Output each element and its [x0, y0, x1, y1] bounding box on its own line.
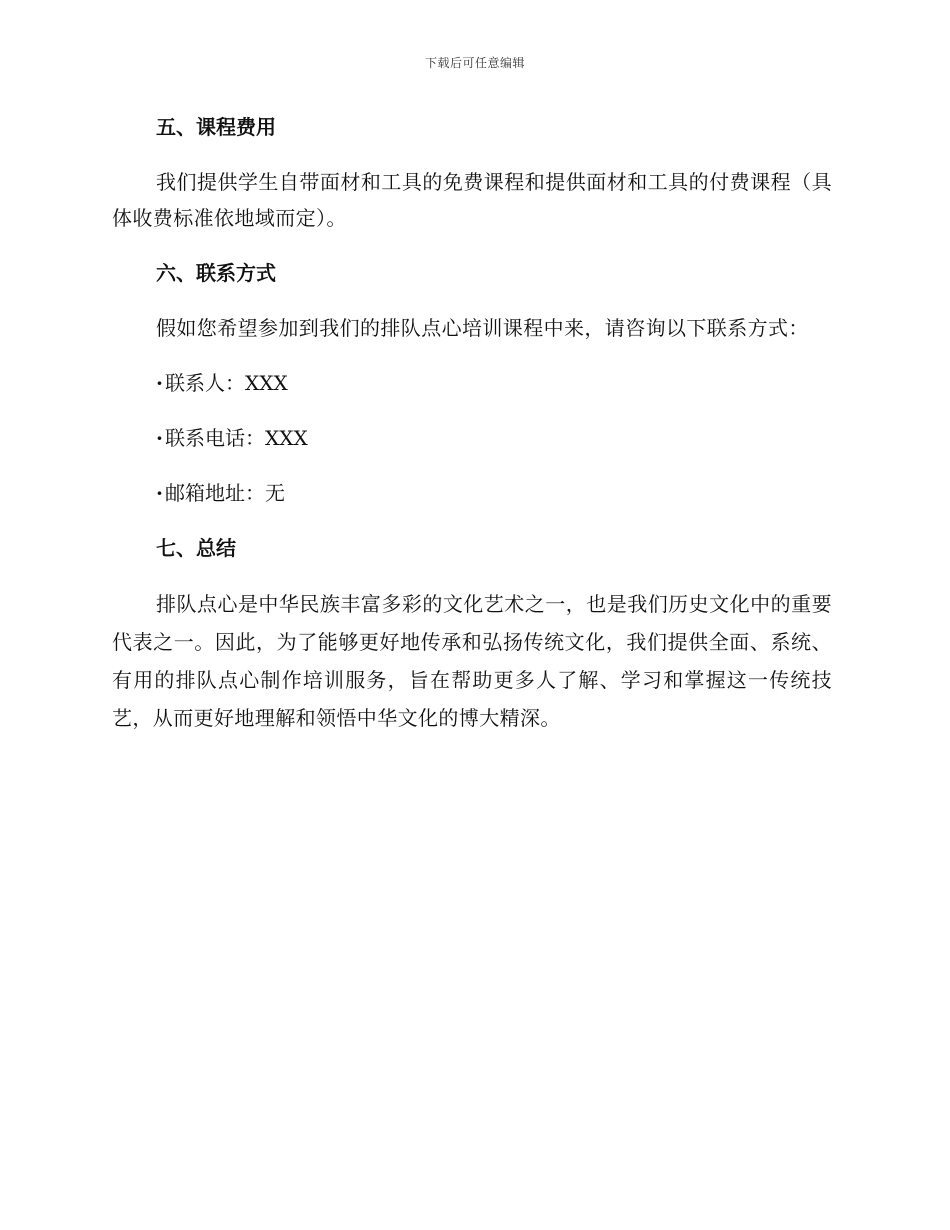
section-heading-fee: 五、课程费用	[156, 115, 276, 139]
page-header: 下载后可任意编辑	[424, 56, 525, 70]
contact-item-email	[112, 475, 832, 511]
bullet-icon: ·	[156, 371, 163, 395]
contact-item-label: 联系电话：XXX	[164, 426, 308, 450]
section-heading-summary: 七、总结	[156, 536, 236, 560]
fee-paragraph: 我们提供学生自带面材和工具的免费课程和提供面材和工具的付费课程（具体收费标准依地域而定）。	[112, 170, 832, 230]
bullet-icon: ·	[156, 481, 163, 505]
contact-paragraph: 假如您希望参加到我们的排队点心培训课程中来，请咨询以下联系方式：	[156, 316, 809, 340]
summary-paragraph: 排队点心是中华民族丰富多彩的文化艺术之一，也是我们历史文化中的重要代表之一。因此，为了能够更好地传承和弘扬传统文化，我们提供全面、系统、有用的排队点心制作培训服务，旨在帮助更多人了解、学习和掌握这一传统技艺，从而更好地理解和领悟中华文化的博大精深。	[112, 592, 832, 730]
document-body	[112, 109, 832, 756]
section-heading-contact: 六、联系方式	[156, 261, 276, 285]
contact-item-label: 联系人：XXX	[164, 371, 288, 395]
contact-item-label: 邮箱地址：无	[164, 481, 285, 505]
bullet-icon: ·	[156, 426, 163, 450]
contact-item-phone	[112, 420, 832, 456]
contact-item-person	[112, 365, 832, 401]
